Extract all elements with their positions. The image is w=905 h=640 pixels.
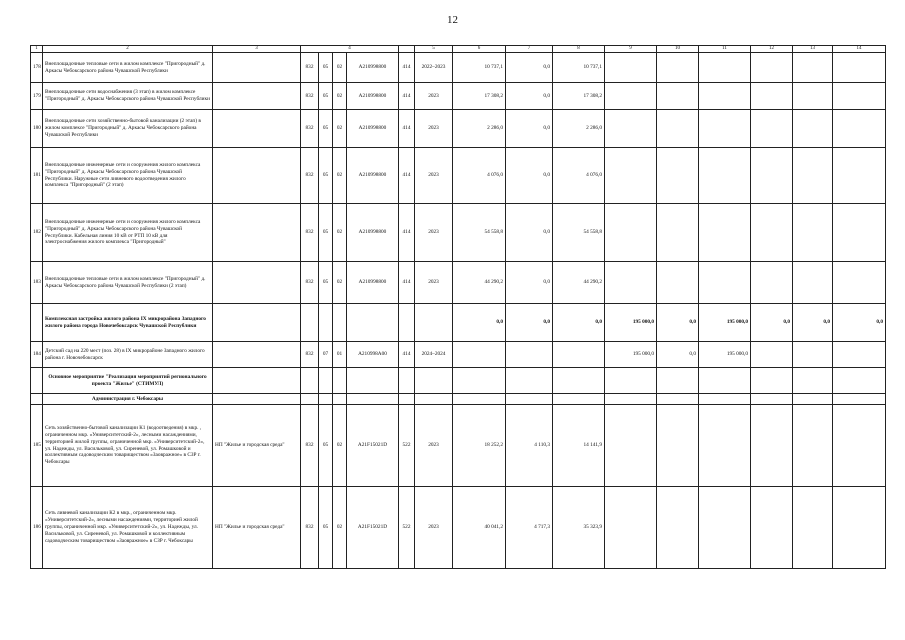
row-number: 185 [31,405,43,487]
grbs-code: 832 [301,83,319,110]
rz-code: 05 [319,110,333,148]
pr-code: 02 [333,110,347,148]
value-col13 [793,405,833,487]
responsible-org: НП "Жилье и городская среда" [213,405,301,487]
value-col11: 195 000,0 [699,342,751,368]
section-row-complex [31,304,886,342]
row-number: 181 [31,148,43,204]
value-col12 [751,53,793,83]
vr-code: 414 [399,148,415,204]
csr-code: A210998800 [347,262,399,304]
value-col12 [751,83,793,110]
value-col8: 0,0 [553,304,605,342]
value-col7: 4 717,3 [506,487,553,569]
header-cell: 8 [553,46,605,53]
section-row-main-event [31,368,886,394]
value-col7: 0,0 [506,304,553,342]
vr-code: 414 [399,262,415,304]
rz-code: 05 [319,53,333,83]
value-col14 [833,487,886,569]
value-col7: 0,0 [506,110,553,148]
object-name: Внеплощадочные инженерные сети и сооружения жилого комплекса "Пригородный" д. Аркасы Чебоксарского района Чувашской Республики. Наружные сети ливневого водоотведения жилого комплекса "Пригородный" (2 этап) [43,148,213,204]
value-col8: 14 141,9 [553,405,605,487]
value-col11 [699,262,751,304]
value-col14 [833,204,886,262]
pr-code: 02 [333,204,347,262]
table-row [31,405,886,487]
value-col12 [751,405,793,487]
value-col6: 2 286,0 [453,110,506,148]
year-cell: 2023 [415,204,453,262]
value-col8 [553,342,605,368]
value-col12 [751,262,793,304]
value-col9 [605,83,657,110]
header-cell: 7 [506,46,553,53]
grbs-code: 832 [301,405,319,487]
header-cell: 2 [43,46,213,53]
header-cell: 5 [415,46,453,53]
vr-code: 414 [399,204,415,262]
column-number-row [31,46,886,53]
value-col11: 195 000,0 [699,304,751,342]
value-col6 [453,342,506,368]
row-number: 179 [31,83,43,110]
header-cell: 13 [793,46,833,53]
value-col14 [833,53,886,83]
value-col13 [793,487,833,569]
value-col8: 10 737,1 [553,53,605,83]
vr-code: 522 [399,405,415,487]
year-cell: 2022–2023 [415,53,453,83]
rz-code: 07 [319,342,333,368]
value-col7: 0,0 [506,204,553,262]
rz-code: 05 [319,487,333,569]
value-col7: 0,0 [506,148,553,204]
pr-code: 02 [333,487,347,569]
value-col7: 0,0 [506,83,553,110]
rz-code: 05 [319,262,333,304]
object-name: Детский сад на 220 мест (поз. 28) в IX микрорайоне Западного жилого района г. Новочебоксарск [43,342,213,368]
value-col14 [833,110,886,148]
value-col6: 54 558,8 [453,204,506,262]
section-title: Основное мероприятие "Реализация мероприятий регионального проекта "Жилье" (СТИМУЛ) [43,368,213,394]
table-row [31,83,886,110]
value-col10: 0,0 [657,304,699,342]
table-row [31,342,886,368]
csr-code: A210998800 [347,83,399,110]
grbs-code: 832 [301,53,319,83]
responsible-org: НП "Жилье и городская среда" [213,487,301,569]
value-col9 [605,204,657,262]
value-col10 [657,53,699,83]
vr-code: 522 [399,487,415,569]
pr-code: 02 [333,405,347,487]
table-row [31,110,886,148]
value-col13 [793,53,833,83]
section-row-admin [31,394,886,405]
object-name: Внеплощадочные сети водоснабжения (3 этап) в жилом комплексе "Пригородный" д. Аркасы Чебоксарского района Чувашской Республики [43,83,213,110]
value-col11 [699,487,751,569]
value-col7: 0,0 [506,262,553,304]
value-col9: 195 000,0 [605,304,657,342]
year-cell: 2023 [415,405,453,487]
csr-code: A210998800 [347,53,399,83]
rz-code: 05 [319,405,333,487]
value-col8: 35 323,9 [553,487,605,569]
value-col10 [657,262,699,304]
vr-code: 414 [399,83,415,110]
value-col10 [657,204,699,262]
value-col9 [605,487,657,569]
value-col10 [657,83,699,110]
budget-table [30,45,886,569]
value-col7: 0,0 [506,53,553,83]
value-col10 [657,110,699,148]
value-col6: 10 737,1 [453,53,506,83]
value-col6: 40 041,2 [453,487,506,569]
value-col8: 44 290,2 [553,262,605,304]
header-cell: 9 [605,46,657,53]
table-row [31,148,886,204]
object-name: Внеплощадочные тепловые сети в жилом комплексе "Пригородный" д. Аркасы Чебоксарского района Чувашской Республики [43,53,213,83]
header-cell: 12 [751,46,793,53]
grbs-code: 832 [301,110,319,148]
value-col12 [751,148,793,204]
responsible-org [213,148,301,204]
rz-code: 05 [319,83,333,110]
value-col11 [699,405,751,487]
value-col11 [699,204,751,262]
value-col12 [751,110,793,148]
header-cell [399,46,415,53]
responsible-org [213,342,301,368]
value-col10 [657,405,699,487]
csr-code: A21F15021D [347,487,399,569]
grbs-code: 832 [301,342,319,368]
year-cell: 2023 [415,83,453,110]
table-row [31,53,886,83]
grbs-code: 832 [301,487,319,569]
header-cell: 3 [213,46,301,53]
object-name: Внеплощадочные тепловые сети в жилом комплексе "Пригородный" д. Аркасы Чебоксарского района Чувашской Республики (2 этап) [43,262,213,304]
object-name: Сеть ливневой канализации К2 в мкр., ограниченном мкр. «Университетский-2», лесными насаждениями, территорией жилой группы, ограниченной мкр. «Университетский-2», ул. Надежды, ул. Васильковой, ул. Сиреневой, ул. Ромашковой и коллективным садоводческим товариществом «Заовражное» в СЗР г. Чебоксары [43,487,213,569]
value-col9 [605,110,657,148]
value-col9 [605,405,657,487]
pr-code: 02 [333,53,347,83]
responsible-org [213,204,301,262]
responsible-org [213,110,301,148]
value-col14: 0,0 [833,304,886,342]
value-col9 [605,148,657,204]
vr-code: 414 [399,53,415,83]
value-col12: 0,0 [751,304,793,342]
csr-code: A210998800 [347,148,399,204]
row-number: 183 [31,262,43,304]
csr-code: A210998800 [347,204,399,262]
value-col13 [793,148,833,204]
year-cell: 2023 [415,487,453,569]
value-col13 [793,110,833,148]
value-col8: 2 286,0 [553,110,605,148]
value-col12 [751,204,793,262]
value-col6: 18 252,2 [453,405,506,487]
rz-code: 05 [319,148,333,204]
row-number: 184 [31,342,43,368]
value-col7: 4 110,3 [506,405,553,487]
row-number: 182 [31,204,43,262]
row-number: 186 [31,487,43,569]
header-cell: 6 [453,46,506,53]
csr-code: A21F15021D [347,405,399,487]
value-col14 [833,342,886,368]
pr-code: 02 [333,148,347,204]
year-cell: 2023 [415,262,453,304]
value-col14 [833,83,886,110]
value-col8: 4 076,0 [553,148,605,204]
responsible-org [213,53,301,83]
value-col9: 195 000,0 [605,342,657,368]
value-col7 [506,342,553,368]
object-name: Внеплощадочные инженерные сети и сооружения жилого комплекса "Пригородный" д. Аркасы Чебоксарского района Чувашской Республики. Кабельная линия 10 кВ от РТП 10 кВ для электроснабжения жилого комплекса "Пригородный" [43,204,213,262]
value-col6: 44 290,2 [453,262,506,304]
value-col12 [751,342,793,368]
value-col10 [657,487,699,569]
csr-code: A210998A00 [347,342,399,368]
rz-code: 05 [319,204,333,262]
header-cell: 4 [301,46,399,53]
responsible-org [213,262,301,304]
section-title: Администрация г. Чебоксары [43,394,213,405]
pr-code: 02 [333,83,347,110]
grbs-code: 832 [301,148,319,204]
header-cell: 10 [657,46,699,53]
section-title: Комплексная застройка жилого района IX микрорайона Западного жилого района города Новочебоксарск Чувашской Республики [43,304,213,342]
value-col10: 0,0 [657,342,699,368]
header-cell: 1 [31,46,43,53]
value-col11 [699,53,751,83]
value-col13 [793,204,833,262]
value-col11 [699,83,751,110]
pr-code: 01 [333,342,347,368]
header-cell: 11 [699,46,751,53]
year-cell: 2023 [415,148,453,204]
year-cell: 2023 [415,110,453,148]
object-name: Внеплощадочные сети хозяйственно-бытовой канализации (2 этап) в жилом комплексе "Пригородный" д. Аркасы Чебоксарского района Чувашской Республики [43,110,213,148]
value-col9 [605,262,657,304]
value-col6: 0,0 [453,304,506,342]
value-col14 [833,262,886,304]
value-col13: 0,0 [793,304,833,342]
table-row [31,487,886,569]
value-col13 [793,262,833,304]
table-row [31,204,886,262]
grbs-code: 832 [301,204,319,262]
value-col10 [657,148,699,204]
csr-code: A210998800 [347,110,399,148]
value-col13 [793,342,833,368]
table-row [31,262,886,304]
pr-code: 02 [333,262,347,304]
row-number: 178 [31,53,43,83]
grbs-code: 832 [301,262,319,304]
vr-code: 414 [399,110,415,148]
responsible-org [213,83,301,110]
header-cell: 14 [833,46,886,53]
row-number: 180 [31,110,43,148]
value-col12 [751,487,793,569]
value-col6: 4 076,0 [453,148,506,204]
value-col11 [699,148,751,204]
object-name: Сеть хозяйственно-бытовой канализации К1 (водоотведения) в мкр. , ограниченном мкр. «Университетский-2», лесными насаждениями, территорией жилой группы, ограниченной мкр. «Университетский-2», ул. Надежды, ул. Васильковой, ул. Сиреневой, ул. Ромашковой и коллективным садоводческим товариществом «Заовражное» в СЗР г. Чебоксары [43,405,213,487]
value-col11 [699,110,751,148]
value-col8: 54 558,8 [553,204,605,262]
value-col14 [833,405,886,487]
year-cell: 2024–2024 [415,342,453,368]
value-col8: 17 308,2 [553,83,605,110]
vr-code: 414 [399,342,415,368]
value-col13 [793,83,833,110]
value-col6: 17 308,2 [453,83,506,110]
page-number: 12 [447,14,458,26]
value-col14 [833,148,886,204]
value-col9 [605,53,657,83]
